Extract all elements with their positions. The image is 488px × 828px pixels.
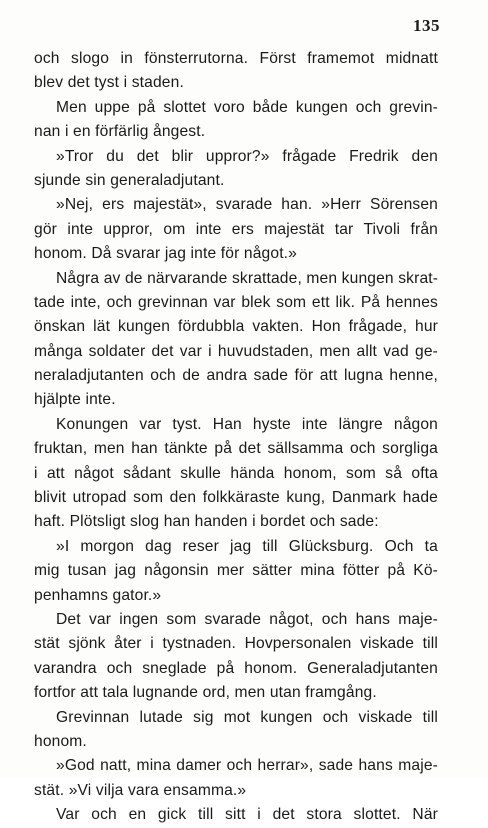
text-line: fortfor att tala lugnande ord, men utan framgång. bbox=[34, 684, 377, 702]
text-line: Konungen var tyst. Han hyste inte längre någon bbox=[56, 415, 438, 433]
text-line: och slogo in fönsterrutorna. Först framemot midnatt bbox=[34, 50, 438, 67]
text-line: »Tror du det blir uppror?» frågade Fredrik den bbox=[56, 147, 438, 165]
text-line: varandra och sneglade på honom. Generaladjutanten bbox=[34, 659, 438, 677]
text-line: »I morgon dag reser jag till Glücksburg. Och ta bbox=[56, 537, 438, 555]
text-line: Var och en gick till sitt i det stora slottet. När bbox=[56, 806, 438, 824]
text-line: Några av de närvarande skrattade, men kungen skrat- bbox=[56, 269, 439, 287]
text-line: stät sjönk åter i tystnaden. Hovpersonalen viskade till bbox=[34, 635, 438, 653]
text-line: mig tusan jag någonsin mer sätter mina fötter på Kö- bbox=[34, 562, 438, 580]
text-line: i att något sådant skulle hända honom, som så ofta bbox=[34, 464, 438, 482]
text-line: hjälpte inte. bbox=[34, 391, 116, 409]
text-line: Grevinnan lutade sig mot kungen och viskade till bbox=[56, 708, 438, 726]
text-line: honom. Då svarar jag inte för något.» bbox=[34, 245, 297, 263]
body-text bbox=[34, 47, 438, 828]
text-line: haft. Plötsligt slog han handen i bordet och sade: bbox=[34, 513, 379, 531]
text-line: gör inte uppror, om inte ers majestät tar Tivoli från bbox=[34, 220, 438, 238]
text-line: »Nej, ers majestät», svarade han. »Herr Sörensen bbox=[56, 196, 438, 214]
text-line: tade inte, och grevinnan var blek som ett lik. På hennes bbox=[34, 293, 438, 311]
text-line: önskan lät kungen fördubbla vakten. Hon frågade, hur bbox=[34, 318, 438, 336]
text-line: honom. bbox=[34, 732, 87, 750]
text-line: blev det tyst i staden. bbox=[34, 74, 184, 92]
text-line: Men uppe på slottet voro både kungen och grevin- bbox=[56, 98, 438, 116]
text-line: penhamns gator.» bbox=[34, 586, 162, 604]
text-line: sjunde sin generaladjutant. bbox=[34, 171, 225, 189]
text-line: fruktan, men han tänkte på det sällsamma och sorgliga bbox=[34, 440, 438, 458]
text-line: stät. »Vi vilja vara ensamma.» bbox=[34, 781, 247, 799]
text-line: många soldater det var i huvudstaden, men allt vad ge- bbox=[34, 342, 438, 360]
text-line: nan i en förfärlig ångest. bbox=[34, 123, 206, 141]
text-line: neraladjutanten och de andra sade för att lugna henne, bbox=[34, 367, 438, 385]
text-line: blivit utropad som den folkkäraste kung, Danmark hade bbox=[34, 489, 438, 507]
page-number: 135 bbox=[413, 16, 440, 35]
text-line: Det var ingen som svarade något, och hans maje- bbox=[56, 610, 438, 628]
text-line: »God natt, mina damer och herrar», sade hans maje- bbox=[56, 757, 438, 775]
